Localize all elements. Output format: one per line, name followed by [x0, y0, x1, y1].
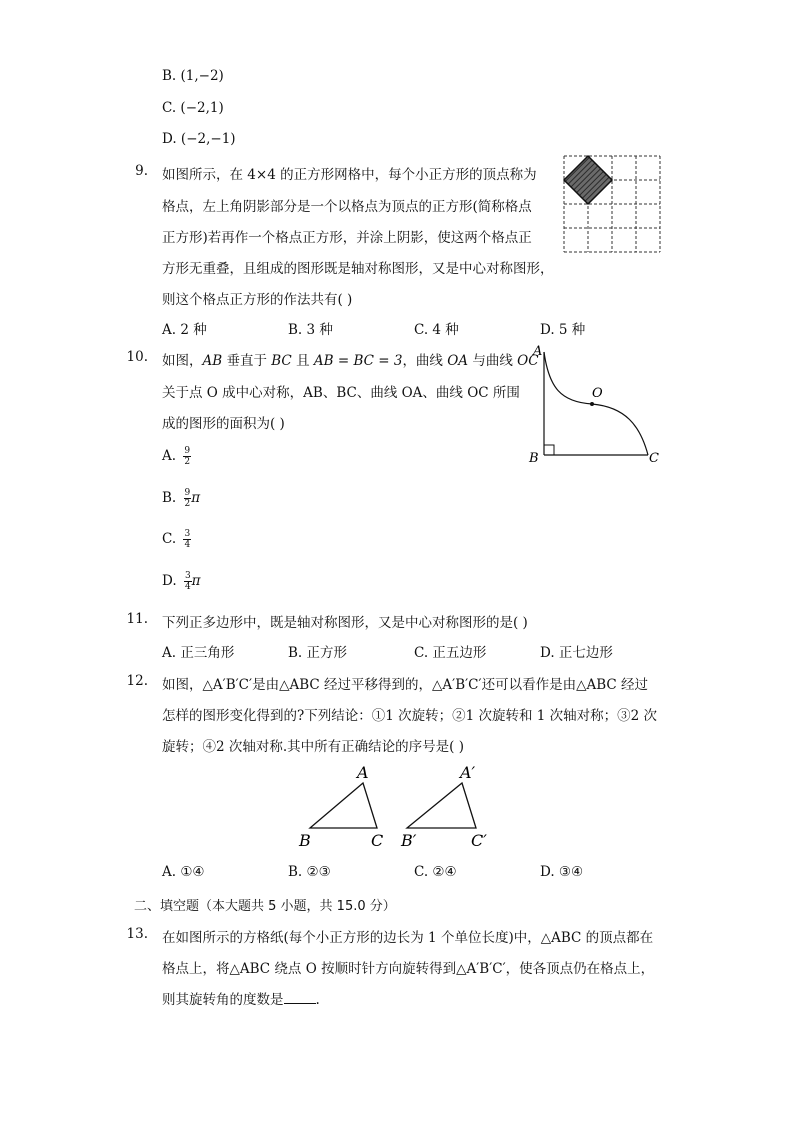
q12-label-a: A: [357, 763, 369, 782]
triangle-abc: [310, 783, 377, 828]
q12-number: 12.: [126, 673, 148, 689]
q10-line-2: 关于点 O 成中心对称，AB、BC、曲线 OA、曲线 OC 所围: [162, 385, 520, 401]
q11-option-a: A. 正三角形: [162, 645, 235, 661]
q13-line-3: 则其旋转角的度数是 .: [162, 992, 320, 1008]
q10-option-d: D. $\frac{3}{4}$ π: [162, 571, 201, 592]
q13-number: 13.: [126, 926, 148, 942]
q10-label-o: O: [592, 386, 603, 401]
q9-grid-figure: [560, 152, 662, 254]
q8-option-d: D. (−2,−1): [162, 131, 236, 147]
q9-line-4: 方形无重叠，且组成的图形既是轴对称图形，又是中心对称图形，: [162, 261, 554, 277]
q11-text: 下列正多边形中，既是轴对称图形，又是中心对称图形的是( ): [162, 615, 528, 631]
q10-figure: [525, 340, 670, 470]
section-2-title: 二、填空题（本大题共 5 小题，共 15.0 分）: [134, 899, 396, 914]
q8-option-c: C. (−2,1): [162, 100, 224, 116]
q11-number: 11.: [126, 611, 148, 627]
q11-option-c: C. 正五边形: [414, 645, 487, 661]
q12-label-a-prime: A′: [460, 763, 476, 782]
q10-label-a: A: [533, 344, 543, 359]
q8-option-b: B. (1,−2): [162, 68, 224, 84]
q12-label-c-prime: C′: [471, 831, 487, 850]
q10-label-c: C: [649, 451, 659, 466]
q9-shaded-square: [564, 156, 612, 204]
q9-option-a: A. 2 种: [162, 322, 207, 338]
q9-line-1: 如图所示，在 4×4 的正方形网格中，每个小正方形的顶点称为: [162, 167, 537, 183]
q9-line-2: 格点，左上角阴影部分是一个以格点为顶点的正方形(简称格点: [162, 199, 532, 215]
q10-number: 10.: [126, 349, 148, 365]
q11-option-b: B. 正方形: [288, 645, 348, 661]
q12-label-b: B: [299, 831, 311, 850]
q12-line-2: 怎样的图形变化得到的?下列结论：①1 次旋转；②1 次旋转和 1 次轴对称；③2 次: [162, 708, 658, 724]
q11-option-d: D. 正七边形: [540, 645, 613, 661]
q12-option-d: D. ③④: [540, 864, 584, 880]
q9-line-5: 则这个格点正方形的作法共有( ): [162, 292, 353, 308]
q13-answer-blank[interactable]: [284, 991, 316, 1004]
q12-label-b-prime: B′: [401, 831, 417, 850]
q9-option-c: C. 4 种: [414, 322, 459, 338]
q12-line-3: 旋转；④2 次轴对称.其中所有正确结论的序号是( ): [162, 739, 464, 755]
q12-option-b: B. ②③: [288, 864, 331, 880]
q9-option-b: B. 3 种: [288, 322, 333, 338]
q12-option-c: C. ②④: [414, 864, 457, 880]
q10-line-3: 成的图形的面积为( ): [162, 416, 285, 432]
q9-option-d: D. 5 种: [540, 322, 586, 338]
q9-number: 9.: [135, 163, 148, 179]
q10-option-c: C. $\frac{3}{4}$: [162, 529, 191, 550]
q13-line-1: 在如图所示的方格纸(每个小正方形的边长为 1 个单位长度)中，△ABC 的顶点都在: [162, 930, 654, 946]
q13-line-2: 格点上，将△ABC 绕点 O 按顺时针方向旋转得到△A′B′C′，使各顶点仍在格点上，: [162, 961, 655, 977]
q9-line-3: 正方形)若再作一个格点正方形，并涂上阴影，使这两个格点正: [162, 230, 532, 246]
q10-line-1: 如图，AB 垂直于 BC 且 AB = BC = 3，曲线 OA 与曲线 OC: [162, 353, 539, 369]
q12-option-a: A. ①④: [162, 864, 205, 880]
q10-option-a: A. $\frac{9}{2}$: [162, 446, 191, 467]
q12-line-1: 如图，△A′B′C′是由△ABC 经过平移得到的，△A′B′C′还可以看作是由△ABC 经过: [162, 677, 648, 693]
q12-figure: [290, 760, 500, 855]
q10-option-b: B. $\frac{9}{2}$ π: [162, 488, 201, 509]
triangle-abc-prime: [407, 783, 476, 828]
q10-label-b: B: [529, 451, 539, 466]
q12-label-c: C: [371, 831, 384, 850]
